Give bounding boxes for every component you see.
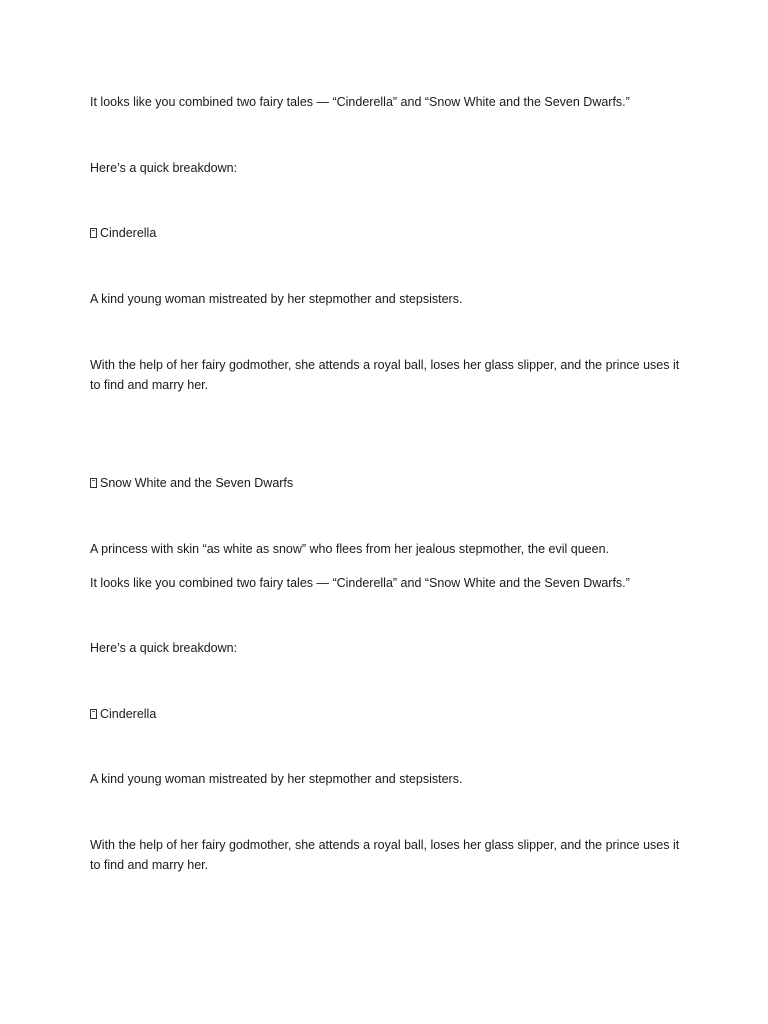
breakdown-label-repeat: Here’s a quick breakdown:	[90, 641, 238, 655]
missing-glyph-icon	[90, 478, 97, 488]
cinderella-description: A kind young woman mistreated by her stepmother and stepsisters.	[90, 292, 463, 306]
cinderella-heading-repeat-text: Cinderella	[100, 707, 157, 721]
missing-glyph-icon	[90, 228, 97, 238]
cinderella-plot-repeat: With the help of her fairy godmother, she attends a royal ball, loses her glass slipper, and the prince uses it to find and marry her.	[90, 838, 680, 872]
cinderella-heading	[90, 223, 690, 243]
snow-white-heading	[90, 473, 690, 493]
cinderella-plot: With the help of her fairy godmother, she attends a royal ball, loses her glass slipper, and the prince uses it to find and marry her.	[90, 358, 680, 392]
cinderella-heading-repeat	[90, 704, 690, 724]
cinderella-heading-text: Cinderella	[100, 226, 157, 240]
intro-paragraph-repeat: It looks like you combined two fairy tales — “Cinderella” and “Snow White and the Seven Dwarfs.”	[90, 576, 630, 590]
cinderella-description-repeat: A kind young woman mistreated by her stepmother and stepsisters.	[90, 772, 463, 786]
snow-white-heading-text: Snow White and the Seven Dwarfs	[100, 476, 294, 490]
missing-glyph-icon	[90, 709, 97, 719]
intro-paragraph: It looks like you combined two fairy tales — “Cinderella” and “Snow White and the Seven Dwarfs.”	[90, 95, 630, 109]
snow-white-description: A princess with skin “as white as snow” who flees from her jealous stepmother, the evil queen.	[90, 542, 610, 556]
breakdown-label: Here’s a quick breakdown:	[90, 161, 238, 175]
